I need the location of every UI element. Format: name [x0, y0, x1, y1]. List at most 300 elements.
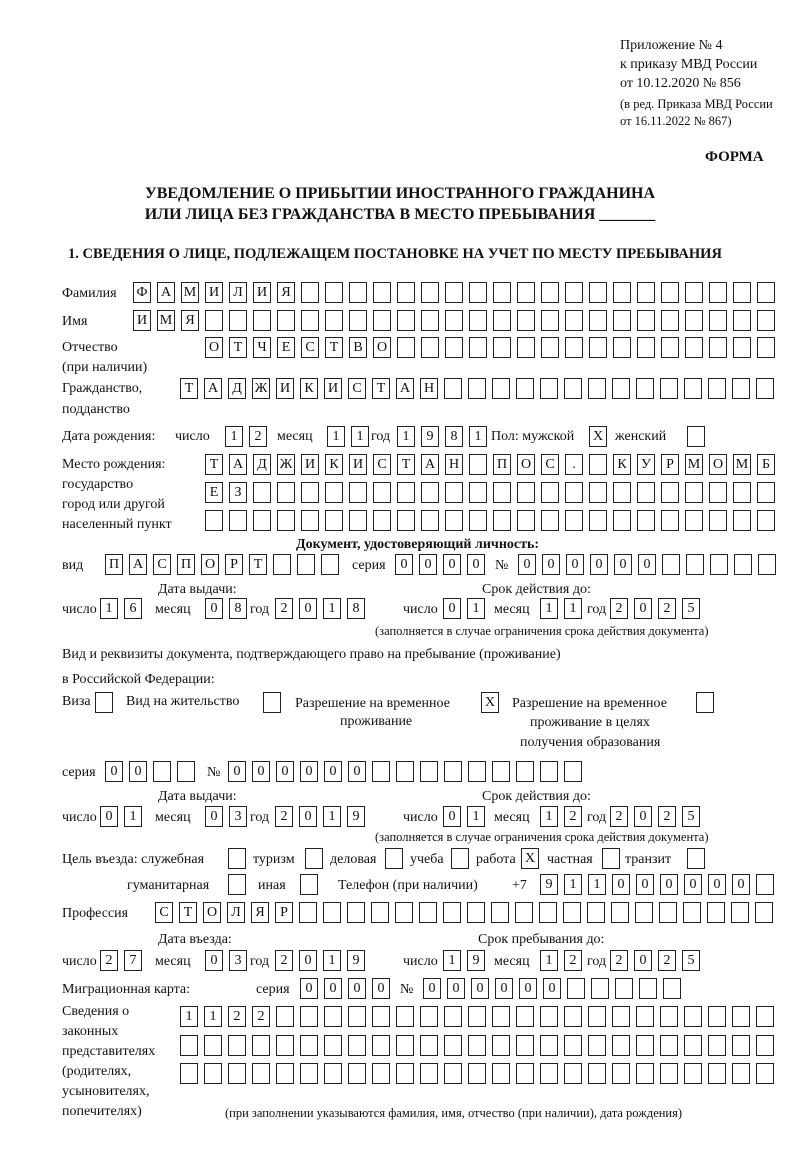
profession-cell[interactable] [347, 902, 365, 923]
reps-row3-cell[interactable] [492, 1063, 510, 1084]
citizenship-cell[interactable] [756, 378, 774, 399]
stay-month-cell[interactable]: 2 [564, 950, 582, 971]
citizenship-cell[interactable]: С [348, 378, 366, 399]
reps-row2-cell[interactable] [228, 1035, 246, 1056]
reps-row3-cell[interactable] [732, 1063, 750, 1084]
purpose-official-cell[interactable] [228, 848, 246, 869]
pob-row3-cell[interactable] [685, 510, 703, 531]
doc-kind-cell[interactable]: П [105, 554, 123, 575]
reps-row2-cell[interactable] [708, 1035, 726, 1056]
reps-row2-cell[interactable] [756, 1035, 774, 1056]
pob-row3-cell[interactable] [565, 510, 583, 531]
patronymic-cell[interactable]: С [301, 337, 319, 358]
profession-cell[interactable] [755, 902, 773, 923]
pob-row3-cell[interactable] [373, 510, 391, 531]
reps-row2-cell[interactable] [420, 1035, 438, 1056]
reps-row3-cell[interactable] [372, 1063, 390, 1084]
reps-row3-cell[interactable] [276, 1063, 294, 1084]
pob-row2-cell[interactable] [757, 482, 775, 503]
doc-kind-cell[interactable]: О [201, 554, 219, 575]
patronymic-cell[interactable]: О [205, 337, 223, 358]
stay-year-cell[interactable]: 5 [682, 950, 700, 971]
pob-row1-cell[interactable] [469, 454, 487, 475]
surname-cell[interactable] [661, 282, 679, 303]
reps-row1-cell[interactable] [732, 1006, 750, 1027]
permit-valid-day-cell[interactable]: 0 [443, 806, 461, 827]
surname-cell[interactable] [685, 282, 703, 303]
permit-issued-year-cell[interactable]: 0 [299, 806, 317, 827]
patronymic-cell[interactable]: В [349, 337, 367, 358]
profession-cell[interactable]: Л [227, 902, 245, 923]
dob-month-cell[interactable]: 1 [327, 426, 345, 447]
phone-cell[interactable]: 0 [660, 874, 678, 895]
dob-month-cell[interactable]: 1 [351, 426, 369, 447]
permit-issued-month-cell[interactable]: 0 [205, 806, 223, 827]
mig-number-cell[interactable]: 0 [471, 978, 489, 999]
reps-row2-cell[interactable] [348, 1035, 366, 1056]
phone-cell[interactable]: 0 [708, 874, 726, 895]
name-cell[interactable] [205, 310, 223, 331]
pob-row1-cell[interactable]: О [709, 454, 727, 475]
reps-row1-cell[interactable]: 1 [204, 1006, 222, 1027]
profession-cell[interactable]: О [203, 902, 221, 923]
mig-number-cell[interactable] [663, 978, 681, 999]
surname-cell[interactable] [493, 282, 511, 303]
mig-number-cell[interactable]: 0 [447, 978, 465, 999]
pob-row3-cell[interactable] [229, 510, 247, 531]
dob-day-cell[interactable]: 2 [249, 426, 267, 447]
doc-kind-cell[interactable] [273, 554, 291, 575]
pob-row1-cell[interactable]: М [733, 454, 751, 475]
pob-row1-cell[interactable]: К [613, 454, 631, 475]
mig-number-cell[interactable]: 0 [519, 978, 537, 999]
pob-row2-cell[interactable] [733, 482, 751, 503]
doc-issued-month-cell[interactable]: 0 [205, 598, 223, 619]
purpose-humanitarian-cell[interactable] [228, 874, 246, 895]
reps-row2-cell[interactable] [732, 1035, 750, 1056]
reps-row2-cell[interactable] [204, 1035, 222, 1056]
doc-issued-day-cell[interactable]: 6 [124, 598, 142, 619]
name-cell[interactable] [493, 310, 511, 331]
citizenship-cell[interactable]: Т [180, 378, 198, 399]
reps-row2-cell[interactable] [636, 1035, 654, 1056]
reps-row1-cell[interactable] [516, 1006, 534, 1027]
pob-row2-cell[interactable] [541, 482, 559, 503]
permit-number-cell[interactable] [492, 761, 510, 782]
mig-number-cell[interactable]: 0 [495, 978, 513, 999]
surname-cell[interactable]: Л [229, 282, 247, 303]
mig-series-cell[interactable]: 0 [372, 978, 390, 999]
entry-year-cell[interactable]: 1 [323, 950, 341, 971]
doc-number-cell[interactable] [686, 554, 704, 575]
pob-row1-cell[interactable]: А [421, 454, 439, 475]
mig-series-cell[interactable]: 0 [324, 978, 342, 999]
permit-issued-year-cell[interactable]: 2 [275, 806, 293, 827]
pob-row3-cell[interactable] [445, 510, 463, 531]
surname-cell[interactable]: И [253, 282, 271, 303]
name-cell[interactable] [421, 310, 439, 331]
permit-series-cell[interactable]: 0 [105, 761, 123, 782]
name-cell[interactable] [469, 310, 487, 331]
doc-kind-cell[interactable] [321, 554, 339, 575]
stay-month-cell[interactable]: 1 [540, 950, 558, 971]
pob-row3-cell[interactable] [709, 510, 727, 531]
profession-cell[interactable] [299, 902, 317, 923]
profession-cell[interactable] [731, 902, 749, 923]
citizenship-cell[interactable]: Ж [252, 378, 270, 399]
citizenship-cell[interactable]: А [396, 378, 414, 399]
pob-row1-cell[interactable]: Т [205, 454, 223, 475]
patronymic-cell[interactable]: Т [229, 337, 247, 358]
name-cell[interactable] [301, 310, 319, 331]
reps-row1-cell[interactable] [492, 1006, 510, 1027]
name-cell[interactable] [277, 310, 295, 331]
reps-row3-cell[interactable] [420, 1063, 438, 1084]
reps-row3-cell[interactable] [756, 1063, 774, 1084]
patronymic-cell[interactable] [469, 337, 487, 358]
stay-day-cell[interactable]: 9 [467, 950, 485, 971]
surname-cell[interactable] [301, 282, 319, 303]
name-cell[interactable] [445, 310, 463, 331]
pob-row2-cell[interactable] [661, 482, 679, 503]
reps-row1-cell[interactable] [612, 1006, 630, 1027]
surname-cell[interactable] [757, 282, 775, 303]
purpose-private-cell[interactable] [602, 848, 620, 869]
permit-number-cell[interactable] [468, 761, 486, 782]
pob-row1-cell[interactable]: Б [757, 454, 775, 475]
reps-row3-cell[interactable] [708, 1063, 726, 1084]
reps-row2-cell[interactable] [300, 1035, 318, 1056]
name-cell[interactable] [733, 310, 751, 331]
pob-row3-cell[interactable] [205, 510, 223, 531]
pob-row1-cell[interactable]: А [229, 454, 247, 475]
pob-row2-cell[interactable] [301, 482, 319, 503]
reps-row1-cell[interactable] [636, 1006, 654, 1027]
pob-row2-cell[interactable] [613, 482, 631, 503]
pob-row3-cell[interactable] [301, 510, 319, 531]
surname-cell[interactable] [709, 282, 727, 303]
doc-valid-year-cell[interactable]: 2 [658, 598, 676, 619]
purpose-other-cell[interactable] [300, 874, 318, 895]
name-cell[interactable] [349, 310, 367, 331]
pob-row1-cell[interactable]: И [301, 454, 319, 475]
phone-cell[interactable]: 1 [588, 874, 606, 895]
permit-series-cell[interactable] [153, 761, 171, 782]
profession-cell[interactable] [563, 902, 581, 923]
mig-number-cell[interactable] [639, 978, 657, 999]
reps-row1-cell[interactable] [684, 1006, 702, 1027]
pob-row2-cell[interactable] [325, 482, 343, 503]
patronymic-cell[interactable] [541, 337, 559, 358]
profession-cell[interactable]: С [155, 902, 173, 923]
doc-kind-cell[interactable]: С [153, 554, 171, 575]
patronymic-cell[interactable]: О [373, 337, 391, 358]
doc-issued-year-cell[interactable]: 0 [299, 598, 317, 619]
permit-trp-edu-cell[interactable] [696, 692, 714, 713]
citizenship-cell[interactable] [564, 378, 582, 399]
profession-cell[interactable] [395, 902, 413, 923]
citizenship-cell[interactable]: Д [228, 378, 246, 399]
reps-row3-cell[interactable] [564, 1063, 582, 1084]
citizenship-cell[interactable] [660, 378, 678, 399]
pob-row3-cell[interactable] [517, 510, 535, 531]
name-cell[interactable] [541, 310, 559, 331]
permit-number-cell[interactable] [444, 761, 462, 782]
permit-issued-month-cell[interactable]: 3 [229, 806, 247, 827]
citizenship-cell[interactable] [540, 378, 558, 399]
mig-number-cell[interactable]: 0 [543, 978, 561, 999]
reps-row2-cell[interactable] [612, 1035, 630, 1056]
doc-number-cell[interactable]: 0 [542, 554, 560, 575]
profession-cell[interactable] [707, 902, 725, 923]
patronymic-cell[interactable] [517, 337, 535, 358]
reps-row1-cell[interactable] [348, 1006, 366, 1027]
surname-cell[interactable] [733, 282, 751, 303]
permit-series-cell[interactable]: 0 [129, 761, 147, 782]
reps-row3-cell[interactable] [180, 1063, 198, 1084]
reps-row1-cell[interactable] [756, 1006, 774, 1027]
profession-cell[interactable] [443, 902, 461, 923]
stay-day-cell[interactable]: 1 [443, 950, 461, 971]
permit-issued-year-cell[interactable]: 1 [323, 806, 341, 827]
surname-cell[interactable] [565, 282, 583, 303]
dob-year-cell[interactable]: 8 [445, 426, 463, 447]
reps-row2-cell[interactable] [396, 1035, 414, 1056]
pob-row2-cell[interactable] [349, 482, 367, 503]
pob-row2-cell[interactable] [637, 482, 655, 503]
reps-row1-cell[interactable] [564, 1006, 582, 1027]
pob-row2-cell[interactable]: З [229, 482, 247, 503]
permit-number-cell[interactable]: 0 [300, 761, 318, 782]
citizenship-cell[interactable] [468, 378, 486, 399]
pob-row2-cell[interactable] [709, 482, 727, 503]
profession-cell[interactable] [611, 902, 629, 923]
pob-row2-cell[interactable] [445, 482, 463, 503]
patronymic-cell[interactable] [565, 337, 583, 358]
reps-row3-cell[interactable] [612, 1063, 630, 1084]
citizenship-cell[interactable] [636, 378, 654, 399]
name-cell[interactable] [325, 310, 343, 331]
permit-number-cell[interactable]: 0 [252, 761, 270, 782]
profession-cell[interactable] [539, 902, 557, 923]
permit-series-cell[interactable] [177, 761, 195, 782]
mig-number-cell[interactable] [567, 978, 585, 999]
citizenship-cell[interactable] [588, 378, 606, 399]
pob-row1-cell[interactable]: Т [397, 454, 415, 475]
phone-cell[interactable]: 0 [636, 874, 654, 895]
purpose-transit-cell[interactable] [687, 848, 705, 869]
permit-number-cell[interactable]: 0 [228, 761, 246, 782]
permit-trp-cell[interactable]: X [481, 692, 499, 713]
citizenship-cell[interactable] [516, 378, 534, 399]
pob-row3-cell[interactable] [493, 510, 511, 531]
doc-valid-year-cell[interactable]: 0 [634, 598, 652, 619]
reps-row2-cell[interactable] [492, 1035, 510, 1056]
permit-number-cell[interactable] [540, 761, 558, 782]
doc-series-cell[interactable]: 0 [419, 554, 437, 575]
surname-cell[interactable]: Я [277, 282, 295, 303]
reps-row3-cell[interactable] [300, 1063, 318, 1084]
pob-row2-cell[interactable] [589, 482, 607, 503]
patronymic-cell[interactable]: Ч [253, 337, 271, 358]
surname-cell[interactable]: А [157, 282, 175, 303]
profession-cell[interactable] [371, 902, 389, 923]
patronymic-cell[interactable] [493, 337, 511, 358]
surname-cell[interactable] [517, 282, 535, 303]
reps-row1-cell[interactable] [420, 1006, 438, 1027]
reps-row3-cell[interactable] [204, 1063, 222, 1084]
permit-valid-day-cell[interactable]: 1 [467, 806, 485, 827]
sex-female-cell[interactable] [687, 426, 705, 447]
reps-row3-cell[interactable] [588, 1063, 606, 1084]
reps-row3-cell[interactable] [660, 1063, 678, 1084]
reps-row1-cell[interactable]: 2 [252, 1006, 270, 1027]
profession-cell[interactable] [515, 902, 533, 923]
name-cell[interactable] [565, 310, 583, 331]
doc-number-cell[interactable]: 0 [566, 554, 584, 575]
profession-cell[interactable] [419, 902, 437, 923]
patronymic-cell[interactable] [589, 337, 607, 358]
citizenship-cell[interactable] [732, 378, 750, 399]
permit-valid-month-cell[interactable]: 2 [564, 806, 582, 827]
pob-row1-cell[interactable]: С [373, 454, 391, 475]
reps-row2-cell[interactable] [540, 1035, 558, 1056]
doc-kind-cell[interactable]: Р [225, 554, 243, 575]
permit-number-cell[interactable] [396, 761, 414, 782]
reps-row2-cell[interactable] [516, 1035, 534, 1056]
phone-cell[interactable] [756, 874, 774, 895]
profession-cell[interactable] [683, 902, 701, 923]
name-cell[interactable] [613, 310, 631, 331]
doc-number-cell[interactable] [662, 554, 680, 575]
name-cell[interactable] [637, 310, 655, 331]
reps-row2-cell[interactable] [468, 1035, 486, 1056]
doc-issued-day-cell[interactable]: 1 [100, 598, 118, 619]
surname-cell[interactable] [469, 282, 487, 303]
entry-month-cell[interactable]: 3 [229, 950, 247, 971]
doc-number-cell[interactable] [710, 554, 728, 575]
pob-row1-cell[interactable] [589, 454, 607, 475]
permit-valid-year-cell[interactable]: 2 [658, 806, 676, 827]
patronymic-cell[interactable] [421, 337, 439, 358]
name-cell[interactable]: И [133, 310, 151, 331]
reps-row2-cell[interactable] [684, 1035, 702, 1056]
pob-row2-cell[interactable] [397, 482, 415, 503]
surname-cell[interactable] [541, 282, 559, 303]
doc-number-cell[interactable]: 0 [638, 554, 656, 575]
patronymic-cell[interactable] [709, 337, 727, 358]
permit-number-cell[interactable] [420, 761, 438, 782]
doc-series-cell[interactable]: 0 [395, 554, 413, 575]
permit-issued-day-cell[interactable]: 0 [100, 806, 118, 827]
name-cell[interactable]: М [157, 310, 175, 331]
entry-year-cell[interactable]: 9 [347, 950, 365, 971]
pob-row1-cell[interactable]: Н [445, 454, 463, 475]
patronymic-cell[interactable] [757, 337, 775, 358]
pob-row3-cell[interactable] [253, 510, 271, 531]
doc-valid-day-cell[interactable]: 1 [467, 598, 485, 619]
pob-row1-cell[interactable]: У [637, 454, 655, 475]
mig-series-cell[interactable]: 0 [300, 978, 318, 999]
reps-row1-cell[interactable] [324, 1006, 342, 1027]
doc-kind-cell[interactable]: Т [249, 554, 267, 575]
purpose-business-cell[interactable] [385, 848, 403, 869]
phone-cell[interactable]: 0 [612, 874, 630, 895]
surname-cell[interactable] [349, 282, 367, 303]
dob-year-cell[interactable]: 9 [421, 426, 439, 447]
surname-cell[interactable] [445, 282, 463, 303]
pob-row1-cell[interactable]: Ж [277, 454, 295, 475]
profession-cell[interactable] [491, 902, 509, 923]
reps-row2-cell[interactable] [252, 1035, 270, 1056]
reps-row3-cell[interactable] [444, 1063, 462, 1084]
doc-series-cell[interactable]: 0 [467, 554, 485, 575]
permit-valid-year-cell[interactable]: 0 [634, 806, 652, 827]
name-cell[interactable] [373, 310, 391, 331]
permit-residence-cell[interactable] [263, 692, 281, 713]
dob-day-cell[interactable]: 1 [225, 426, 243, 447]
reps-row3-cell[interactable] [540, 1063, 558, 1084]
pob-row1-cell[interactable]: К [325, 454, 343, 475]
citizenship-cell[interactable]: А [204, 378, 222, 399]
pob-row2-cell[interactable] [565, 482, 583, 503]
entry-year-cell[interactable]: 0 [299, 950, 317, 971]
citizenship-cell[interactable]: Т [372, 378, 390, 399]
surname-cell[interactable] [325, 282, 343, 303]
pob-row1-cell[interactable]: М [685, 454, 703, 475]
patronymic-cell[interactable]: Е [277, 337, 295, 358]
reps-row1-cell[interactable]: 2 [228, 1006, 246, 1027]
patronymic-cell[interactable] [637, 337, 655, 358]
doc-kind-cell[interactable]: П [177, 554, 195, 575]
pob-row3-cell[interactable] [733, 510, 751, 531]
profession-cell[interactable] [635, 902, 653, 923]
citizenship-cell[interactable]: И [324, 378, 342, 399]
entry-year-cell[interactable]: 2 [275, 950, 293, 971]
stay-year-cell[interactable]: 2 [610, 950, 628, 971]
pob-row3-cell[interactable] [421, 510, 439, 531]
sex-male-cell[interactable]: X [589, 426, 607, 447]
name-cell[interactable] [661, 310, 679, 331]
name-cell[interactable]: Я [181, 310, 199, 331]
pob-row1-cell[interactable]: . [565, 454, 583, 475]
name-cell[interactable] [709, 310, 727, 331]
permit-valid-year-cell[interactable]: 2 [610, 806, 628, 827]
name-cell[interactable] [397, 310, 415, 331]
pob-row2-cell[interactable] [493, 482, 511, 503]
surname-cell[interactable] [613, 282, 631, 303]
reps-row2-cell[interactable] [444, 1035, 462, 1056]
dob-year-cell[interactable]: 1 [469, 426, 487, 447]
mig-series-cell[interactable]: 0 [348, 978, 366, 999]
profession-cell[interactable]: Р [275, 902, 293, 923]
reps-row2-cell[interactable] [324, 1035, 342, 1056]
name-cell[interactable] [757, 310, 775, 331]
reps-row3-cell[interactable] [468, 1063, 486, 1084]
surname-cell[interactable] [421, 282, 439, 303]
pob-row2-cell[interactable] [253, 482, 271, 503]
profession-cell[interactable] [587, 902, 605, 923]
phone-cell[interactable]: 9 [540, 874, 558, 895]
doc-valid-month-cell[interactable]: 1 [540, 598, 558, 619]
reps-row3-cell[interactable] [396, 1063, 414, 1084]
patronymic-cell[interactable] [613, 337, 631, 358]
reps-row3-cell[interactable] [348, 1063, 366, 1084]
doc-number-cell[interactable] [758, 554, 776, 575]
reps-row2-cell[interactable] [372, 1035, 390, 1056]
pob-row3-cell[interactable] [349, 510, 367, 531]
mig-number-cell[interactable]: 0 [423, 978, 441, 999]
